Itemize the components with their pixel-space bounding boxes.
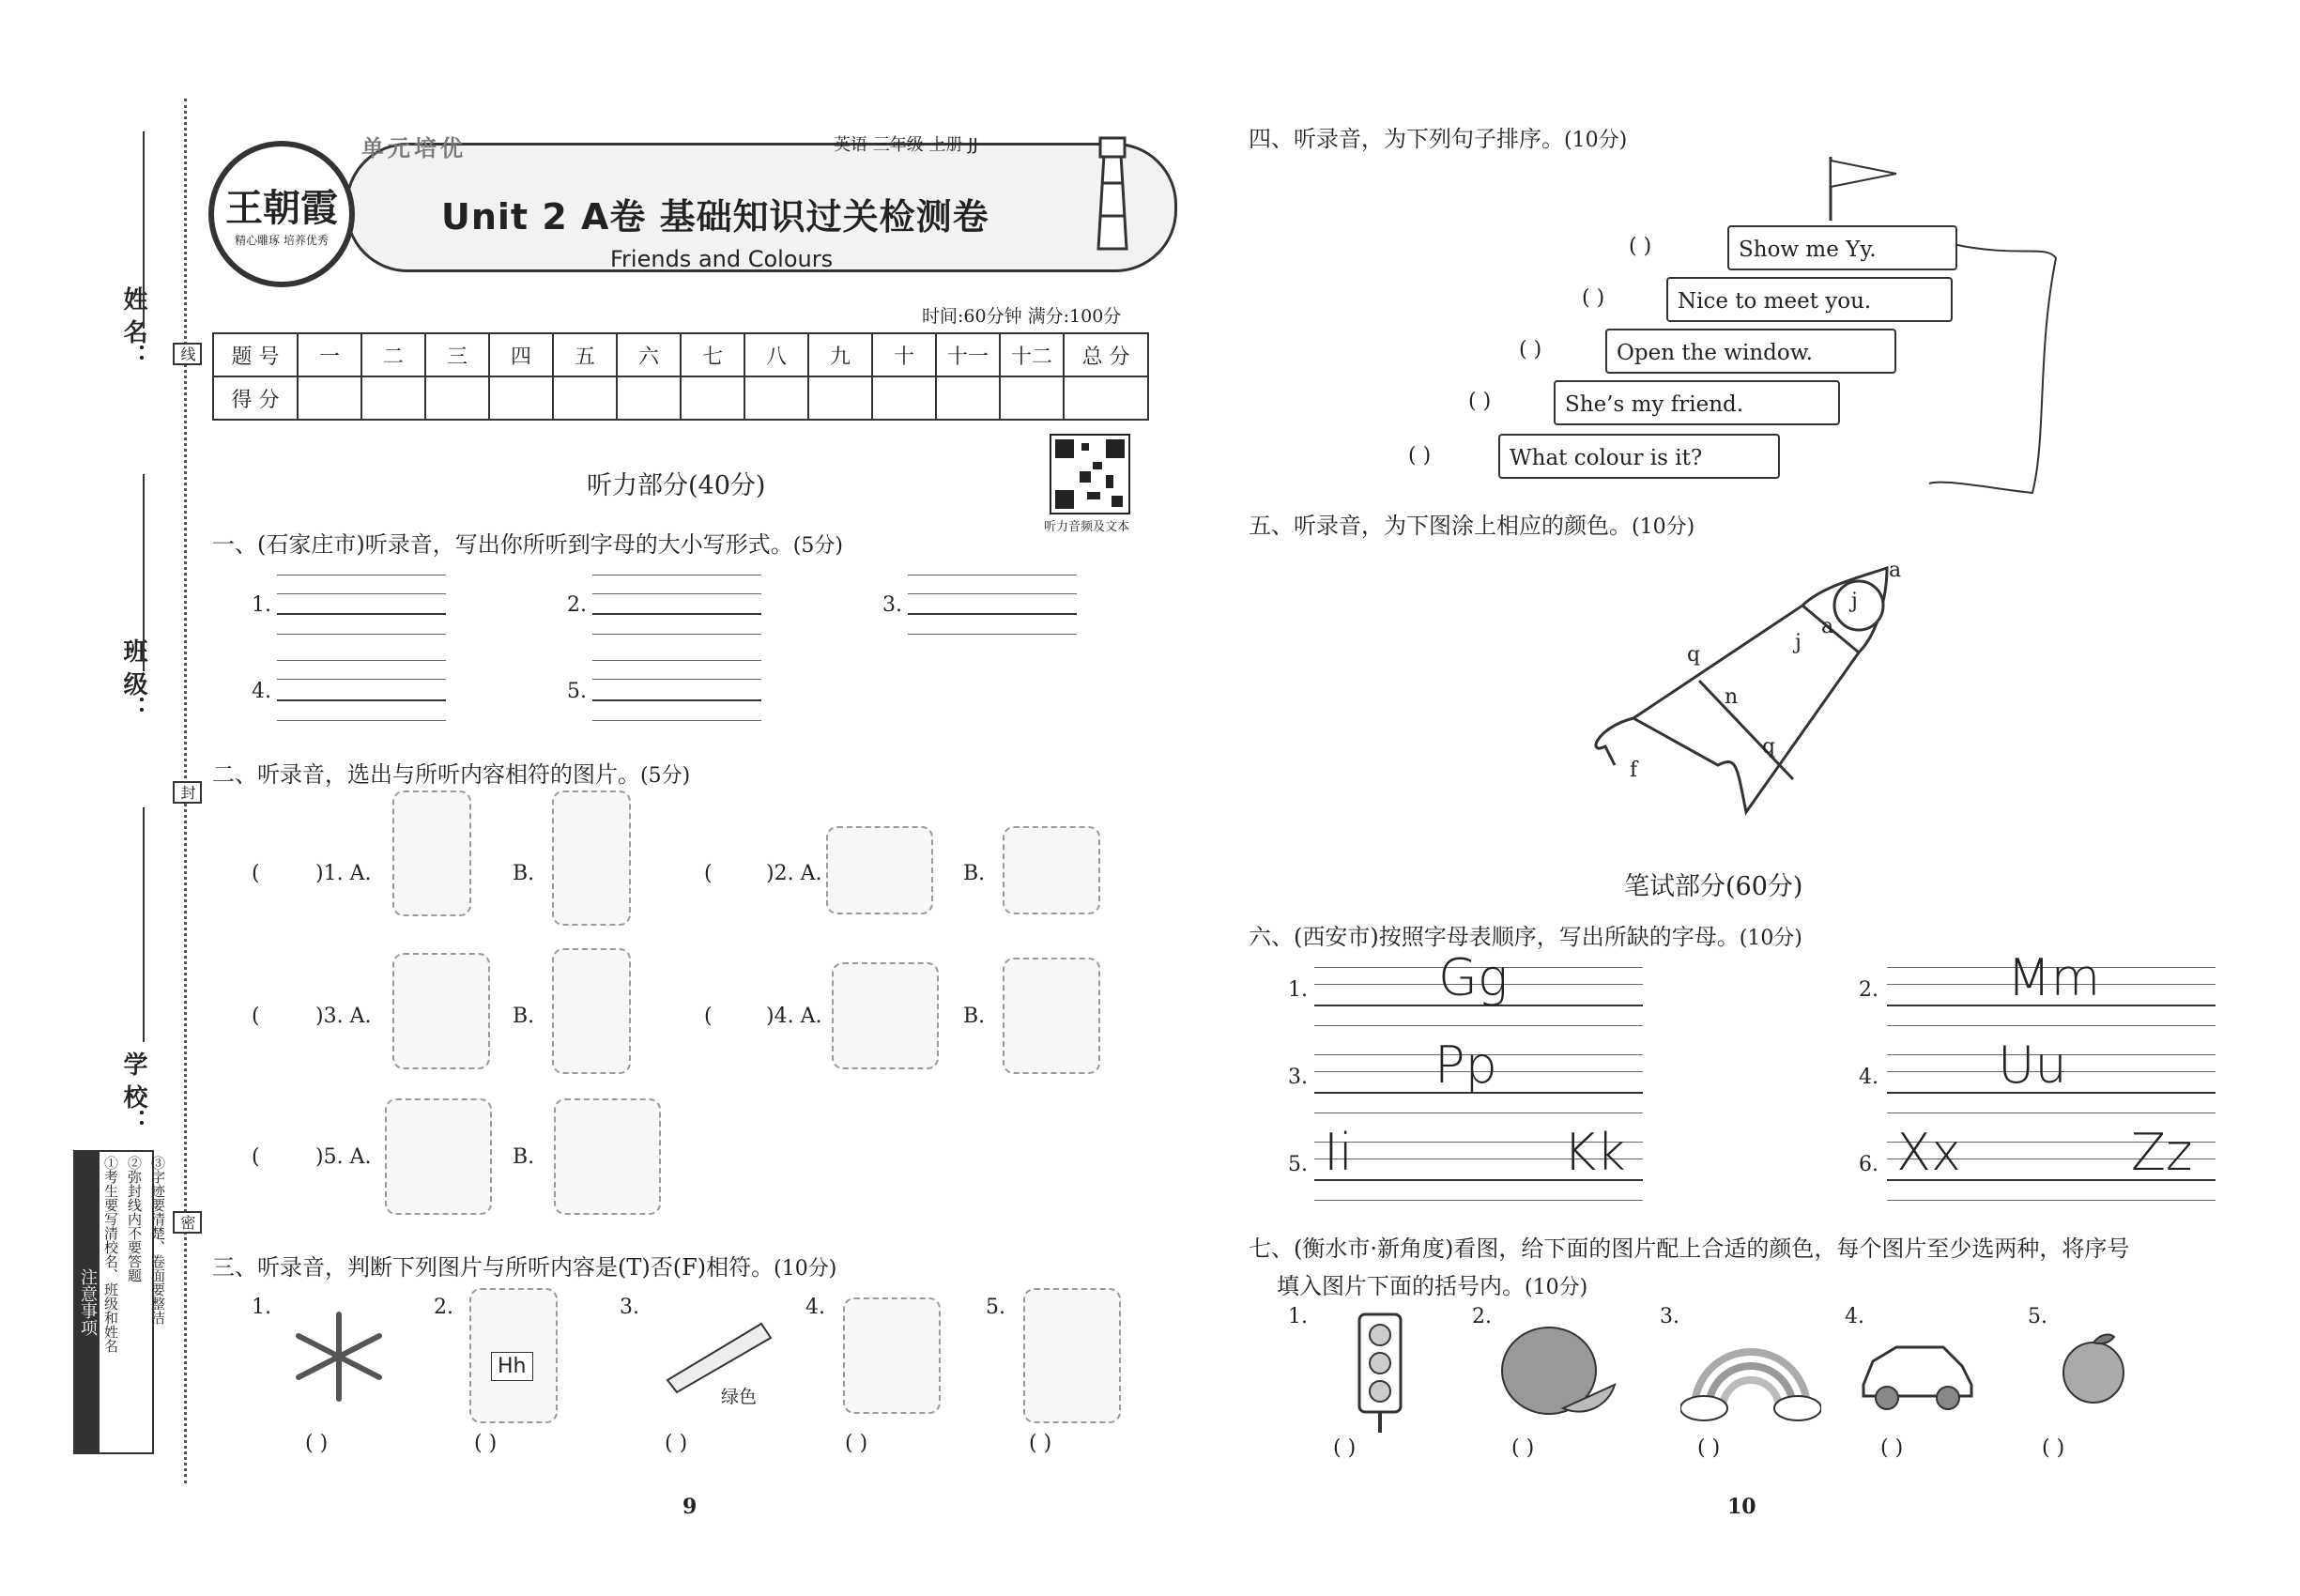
letter-m-picture bbox=[826, 826, 933, 914]
door-picture bbox=[1023, 1288, 1121, 1423]
notice-item-2: ②弥封线内不要答题 bbox=[126, 1156, 143, 1282]
section-3-text: 三、听录音，判断下列图片与所听内容是(T)否(F)相符。 bbox=[212, 1254, 774, 1281]
item-number: )3. A. bbox=[315, 1005, 372, 1028]
item-number: 1. bbox=[1288, 978, 1308, 1002]
answer-paren[interactable]: ( ) bbox=[474, 1432, 498, 1455]
option-b: B. bbox=[513, 862, 535, 885]
school-blank[interactable] bbox=[143, 807, 145, 1042]
section-6-text: 六、(西安市)按照字母表顺序，写出所缺的字母。 bbox=[1249, 924, 1740, 950]
score-cell[interactable] bbox=[298, 376, 361, 420]
col-header: 八 bbox=[744, 333, 808, 376]
answer-line-4[interactable] bbox=[277, 699, 446, 701]
col-header: 一 bbox=[298, 333, 361, 376]
col-header: 四 bbox=[489, 333, 553, 376]
section-4-text: 四、听录音，为下列句子排序。 bbox=[1249, 126, 1564, 152]
score-cell[interactable] bbox=[936, 376, 1000, 420]
answer-paren[interactable]: ( bbox=[704, 862, 713, 885]
notice-heading: 注意事项 bbox=[75, 1152, 100, 1452]
cat-picture bbox=[843, 1297, 941, 1414]
rocket-letter: f bbox=[1630, 759, 1638, 782]
score-cell[interactable] bbox=[361, 376, 425, 420]
school-label: 学 校： bbox=[119, 1051, 147, 1134]
score-cell[interactable] bbox=[808, 376, 872, 420]
section-6-points: (10分) bbox=[1739, 927, 1802, 950]
section-5-text: 五、听录音，为下图涂上相应的颜色。 bbox=[1249, 513, 1632, 539]
item-number: 2. bbox=[1472, 1305, 1492, 1328]
lighthouse-icon bbox=[1080, 127, 1145, 258]
answer-paren[interactable]: ( ) bbox=[1880, 1436, 1904, 1460]
row-label: 题 号 bbox=[213, 333, 298, 376]
item-number: 5. bbox=[2028, 1305, 2047, 1328]
answer-line-1[interactable] bbox=[277, 613, 446, 615]
item-number: 2. bbox=[1859, 978, 1878, 1002]
section-5-heading bbox=[1249, 507, 1694, 540]
logo-slogan: 精心雕琢 培养优秀 bbox=[235, 234, 329, 247]
ruler-icon bbox=[663, 1319, 775, 1394]
sentence-book: Show me Yy. bbox=[1727, 225, 1957, 270]
answer-line-2[interactable] bbox=[592, 613, 761, 615]
answer-paren[interactable]: ( ) bbox=[1519, 338, 1542, 361]
rocket-letter: a bbox=[1889, 559, 1902, 582]
col-header: 五 bbox=[553, 333, 617, 376]
col-header: 九 bbox=[808, 333, 872, 376]
item-number: 6. bbox=[1859, 1153, 1878, 1176]
answer-paren[interactable]: ( ) bbox=[845, 1432, 868, 1455]
answer-paren[interactable]: ( ) bbox=[2042, 1436, 2065, 1460]
section-1-heading bbox=[212, 526, 843, 559]
letter-w-picture bbox=[1003, 826, 1100, 914]
given-letters: Ii bbox=[1324, 1123, 1353, 1182]
item-number: 3. bbox=[1660, 1305, 1679, 1328]
col-header: 总 分 bbox=[1064, 333, 1148, 376]
cut-mark-line: 线 bbox=[173, 343, 202, 365]
col-header: 七 bbox=[681, 333, 744, 376]
section-6-heading bbox=[1249, 918, 1802, 951]
series-tag: 单元培优 bbox=[361, 135, 467, 161]
time-score: 时间:60分钟 满分:100分 bbox=[922, 306, 1122, 327]
item-number: 5. bbox=[1288, 1153, 1308, 1176]
section-3-heading bbox=[212, 1249, 836, 1281]
letter-guide-line bbox=[1314, 1025, 1643, 1026]
class-label: 班 级： bbox=[119, 638, 147, 721]
score-table bbox=[212, 332, 1149, 421]
cut-mark-seal: 封 bbox=[173, 781, 202, 804]
answer-paren[interactable]: ( bbox=[252, 1005, 260, 1028]
answer-line-3[interactable] bbox=[908, 613, 1077, 615]
item-number: 3. bbox=[882, 593, 902, 617]
option-b: B. bbox=[513, 1145, 535, 1169]
section-1-points: (5分) bbox=[792, 534, 843, 558]
given-letters: Kk bbox=[1563, 1123, 1626, 1182]
colour-word: 绿色 bbox=[721, 1387, 758, 1407]
item-number: 3. bbox=[1288, 1066, 1308, 1089]
option-b: B. bbox=[513, 1005, 535, 1028]
name-blank[interactable] bbox=[143, 131, 145, 329]
section-2-points: (5分) bbox=[640, 764, 691, 788]
boy-book-picture bbox=[554, 1098, 661, 1215]
item-number: 2. bbox=[434, 1296, 453, 1319]
writing-title: 笔试部分(60分) bbox=[1624, 872, 1803, 901]
boy-eating-picture bbox=[385, 1098, 492, 1215]
section-7-heading bbox=[1249, 1230, 2129, 1263]
publisher-logo bbox=[208, 141, 355, 287]
card-letter: Hh bbox=[491, 1352, 533, 1381]
answer-paren[interactable]: ( ) bbox=[305, 1432, 329, 1455]
given-letters: Pp bbox=[1434, 1036, 1497, 1095]
option-b: B. bbox=[963, 862, 986, 885]
class-blank[interactable] bbox=[143, 474, 145, 671]
rocket-letter: j bbox=[1795, 631, 1802, 654]
section-4-points: (10分) bbox=[1564, 129, 1628, 152]
letter-guide-line bbox=[1887, 1200, 2216, 1201]
sentence-text: What colour is it? bbox=[1510, 446, 1703, 470]
item-number: 1. bbox=[252, 1296, 271, 1319]
section-7-text2: 填入图片下面的括号内。 bbox=[1277, 1273, 1525, 1299]
answer-paren[interactable]: ( bbox=[252, 1145, 260, 1169]
sentence-book: She’s my friend. bbox=[1554, 380, 1840, 425]
section-2-heading bbox=[212, 756, 690, 789]
col-header: 三 bbox=[425, 333, 489, 376]
col-header: 十二 bbox=[1000, 333, 1064, 376]
name-label: 姓 名： bbox=[119, 286, 147, 369]
page-title: Unit 2 A卷 基础知识过关检测卷 bbox=[441, 196, 989, 238]
rocket-letter: q bbox=[1687, 643, 1701, 667]
notice-box bbox=[73, 1150, 166, 1454]
score-cell[interactable] bbox=[1064, 376, 1148, 420]
traffic-light-icon bbox=[1352, 1312, 1408, 1435]
boy-picture bbox=[552, 790, 631, 926]
cut-mark-secret: 密 bbox=[173, 1211, 202, 1234]
section-7-text: 七、(衡水市·新角度)看图，给下面的图片配上合适的颜色，每个图片至少选两种，将序号 bbox=[1249, 1235, 2130, 1262]
snowflake-icon bbox=[287, 1310, 391, 1404]
sentence-book: Open the window. bbox=[1605, 329, 1896, 374]
sentence-book: Nice to meet you. bbox=[1666, 277, 1953, 322]
item-number: )5. A. bbox=[315, 1145, 372, 1169]
given-letters: Xx bbox=[1896, 1123, 1961, 1182]
orange-icon bbox=[2056, 1324, 2131, 1408]
letter-guide-line bbox=[1314, 1200, 1643, 1201]
answer-paren[interactable]: ( bbox=[704, 1005, 713, 1028]
answer-line-5[interactable] bbox=[592, 699, 761, 701]
rocket-letter: a bbox=[1821, 615, 1834, 638]
answer-paren[interactable]: ( ) bbox=[1582, 286, 1605, 310]
score-table-row bbox=[213, 376, 1148, 420]
banana-picture bbox=[832, 962, 939, 1069]
score-cell[interactable] bbox=[872, 376, 936, 420]
watermelon-icon bbox=[1497, 1319, 1619, 1422]
item-number: 4. bbox=[1859, 1066, 1878, 1089]
given-letters: Mm bbox=[2007, 948, 2101, 1007]
answer-paren[interactable]: ( ) bbox=[1333, 1436, 1357, 1460]
answer-paren[interactable]: ( bbox=[252, 862, 260, 885]
rainbow-icon bbox=[1680, 1319, 1821, 1422]
item-number: 1. bbox=[252, 593, 271, 617]
strawberry-picture bbox=[1003, 958, 1100, 1074]
answer-paren[interactable]: ( ) bbox=[665, 1432, 688, 1455]
item-number: )4. A. bbox=[766, 1005, 822, 1028]
score-cell[interactable] bbox=[425, 376, 489, 420]
open-window-picture bbox=[392, 953, 490, 1069]
score-cell[interactable] bbox=[617, 376, 681, 420]
answer-paren[interactable]: ( ) bbox=[1029, 1432, 1052, 1455]
row-label: 得 分 bbox=[213, 376, 298, 420]
score-table-row bbox=[213, 333, 1148, 376]
sentence-book bbox=[1498, 434, 1780, 479]
book-meta: 英语 三年级 上册 JJ bbox=[834, 135, 978, 155]
logo-name: 王朝霞 bbox=[225, 186, 338, 230]
col-header: 六 bbox=[617, 333, 681, 376]
item-number: )2. A. bbox=[766, 862, 822, 885]
answer-paren[interactable]: ( ) bbox=[1697, 1436, 1721, 1460]
col-header: 十 bbox=[872, 333, 936, 376]
score-cell[interactable] bbox=[681, 376, 744, 420]
answer-paren[interactable]: ( ) bbox=[1408, 444, 1432, 468]
notice-item-3: ③字迹要清楚、卷面要整洁 bbox=[149, 1156, 166, 1325]
letter-guide-line bbox=[1887, 1025, 2216, 1026]
score-cell[interactable] bbox=[489, 376, 553, 420]
answer-paren[interactable]: ( ) bbox=[1629, 235, 1652, 258]
score-cell[interactable] bbox=[744, 376, 808, 420]
section-1-text: 一、(石家庄市)听录音，写出你所听到字母的大小写形式。 bbox=[212, 531, 793, 558]
rocket-letter: j bbox=[1851, 590, 1858, 613]
item-number: 5. bbox=[986, 1296, 1005, 1319]
item-number: 5. bbox=[567, 680, 587, 703]
section-3-points: (10分) bbox=[774, 1257, 837, 1281]
item-number: 2. bbox=[567, 593, 587, 617]
given-letters: Uu bbox=[1998, 1036, 2067, 1095]
given-letters: Zz bbox=[2131, 1123, 2193, 1182]
score-cell[interactable] bbox=[553, 376, 617, 420]
rocket-letter: q bbox=[1762, 735, 1776, 759]
listening-title: 听力部分(40分) bbox=[587, 471, 766, 500]
col-header: 十一 bbox=[936, 333, 1000, 376]
open-door-picture bbox=[552, 948, 631, 1074]
option-b: B. bbox=[963, 1005, 986, 1028]
section-5-points: (10分) bbox=[1632, 515, 1695, 539]
given-letters: Gg bbox=[1438, 948, 1509, 1007]
section-4-heading bbox=[1249, 120, 1627, 153]
item-number: )1. A. bbox=[315, 862, 372, 885]
rocket-letter: n bbox=[1725, 685, 1739, 709]
car-icon bbox=[1854, 1328, 1976, 1413]
page-number-right: 10 bbox=[1727, 1495, 1756, 1519]
answer-paren[interactable]: ( ) bbox=[1511, 1436, 1535, 1460]
section-2-text: 二、听录音，选出与所听内容相符的图片。 bbox=[212, 761, 640, 788]
notice-item-1: ①考生要写清校名、班级和姓名 bbox=[102, 1156, 119, 1353]
item-number: 4. bbox=[1845, 1305, 1864, 1328]
col-header: 二 bbox=[361, 333, 425, 376]
item-number: 3. bbox=[620, 1296, 639, 1319]
section-7-heading-cont bbox=[1277, 1267, 1587, 1300]
item-number: 4. bbox=[252, 680, 271, 703]
qr-caption: 听力音频及文本 bbox=[1044, 520, 1130, 534]
section-7-points: (10分) bbox=[1525, 1276, 1588, 1299]
answer-paren[interactable]: ( ) bbox=[1468, 390, 1492, 413]
page-subtitle: Friends and Colours bbox=[610, 246, 834, 272]
item-number: 1. bbox=[1288, 1305, 1308, 1328]
score-cell[interactable] bbox=[1000, 376, 1064, 420]
item-number: 4. bbox=[805, 1296, 825, 1319]
page-number-left: 9 bbox=[682, 1495, 698, 1519]
girl-picture bbox=[392, 790, 471, 916]
qr-code-icon[interactable] bbox=[1050, 434, 1130, 514]
